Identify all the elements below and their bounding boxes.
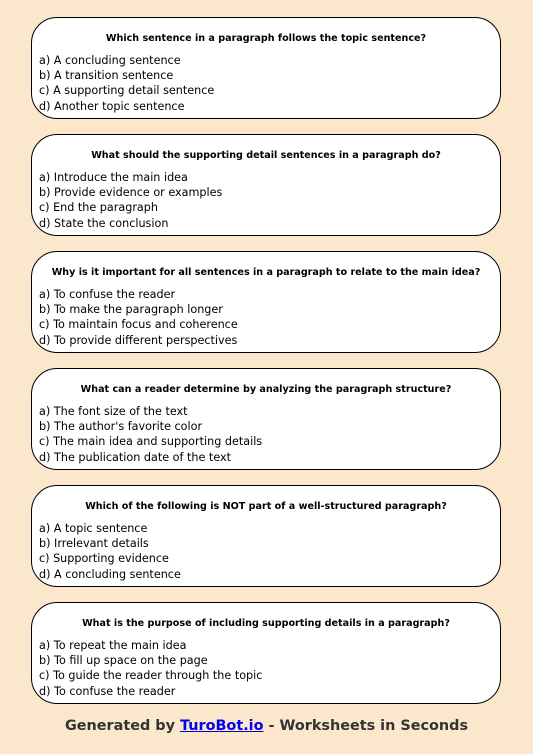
- option-b: b) The author's favorite color: [39, 420, 203, 434]
- option-d: d) The publication date of the text: [39, 450, 232, 464]
- option-d: d) To confuse the reader: [39, 684, 176, 698]
- question-text: Which of the following is NOT part of a well-structured paragraph?: [85, 501, 447, 512]
- option-a: a) The font size of the text: [39, 405, 188, 418]
- options-list: [39, 521, 492, 582]
- question-text: Which sentence in a paragraph follows the topic sentence?: [105, 33, 427, 44]
- question-card: [31, 602, 501, 704]
- option-a: a) A concluding sentence: [39, 54, 181, 67]
- option-b: b) To make the paragraph longer: [39, 303, 223, 317]
- option-a: a) Introduce the main idea: [39, 171, 188, 184]
- footer: [0, 718, 533, 734]
- question-card: [31, 17, 501, 119]
- option-d: d) State the conclusion: [39, 216, 169, 230]
- option-d: d) To provide different perspectives: [39, 333, 238, 347]
- option-b: b) Provide evidence or examples: [39, 186, 223, 200]
- option-c: c) Supporting evidence: [39, 552, 169, 566]
- option-a: a) To confuse the reader: [39, 288, 176, 301]
- footer-prefix: Generated by: [64, 718, 180, 734]
- question-text: Why is it important for all sentences in a paragraph to relate to the main idea?: [51, 267, 481, 278]
- question-card: [31, 368, 501, 470]
- option-c: c) To maintain focus and coherence: [39, 318, 238, 332]
- option-b: b) A transition sentence: [39, 69, 174, 83]
- options-list: [39, 638, 492, 699]
- option-d: d) A concluding sentence: [39, 567, 181, 581]
- options-list: [39, 53, 492, 114]
- options-list: [39, 404, 492, 465]
- option-b: b) To fill up space on the page: [39, 654, 208, 668]
- option-b: b) Irrelevant details: [39, 537, 149, 551]
- options-list: [39, 170, 492, 231]
- option-d: d) Another topic sentence: [39, 99, 185, 113]
- question-card: [31, 485, 501, 587]
- question-text: What can a reader determine by analyzing the paragraph structure?: [80, 384, 452, 395]
- question-card: [31, 251, 501, 353]
- question-card: [31, 134, 501, 236]
- turobot-link[interactable]: TuroBot.io: [180, 718, 264, 734]
- options-list: [39, 287, 492, 348]
- footer-suffix: - Worksheets in Seconds: [263, 718, 469, 734]
- option-c: c) To guide the reader through the topic: [39, 669, 263, 683]
- option-a: a) A topic sentence: [39, 522, 148, 535]
- option-c: c) The main idea and supporting details: [39, 435, 263, 449]
- option-c: c) End the paragraph: [39, 201, 158, 215]
- question-text: What should the supporting detail sentences in a paragraph do?: [91, 150, 441, 161]
- option-a: a) To repeat the main idea: [39, 639, 187, 652]
- question-text: What is the purpose of including supporting details in a paragraph?: [82, 618, 450, 629]
- option-c: c) A supporting detail sentence: [39, 84, 215, 98]
